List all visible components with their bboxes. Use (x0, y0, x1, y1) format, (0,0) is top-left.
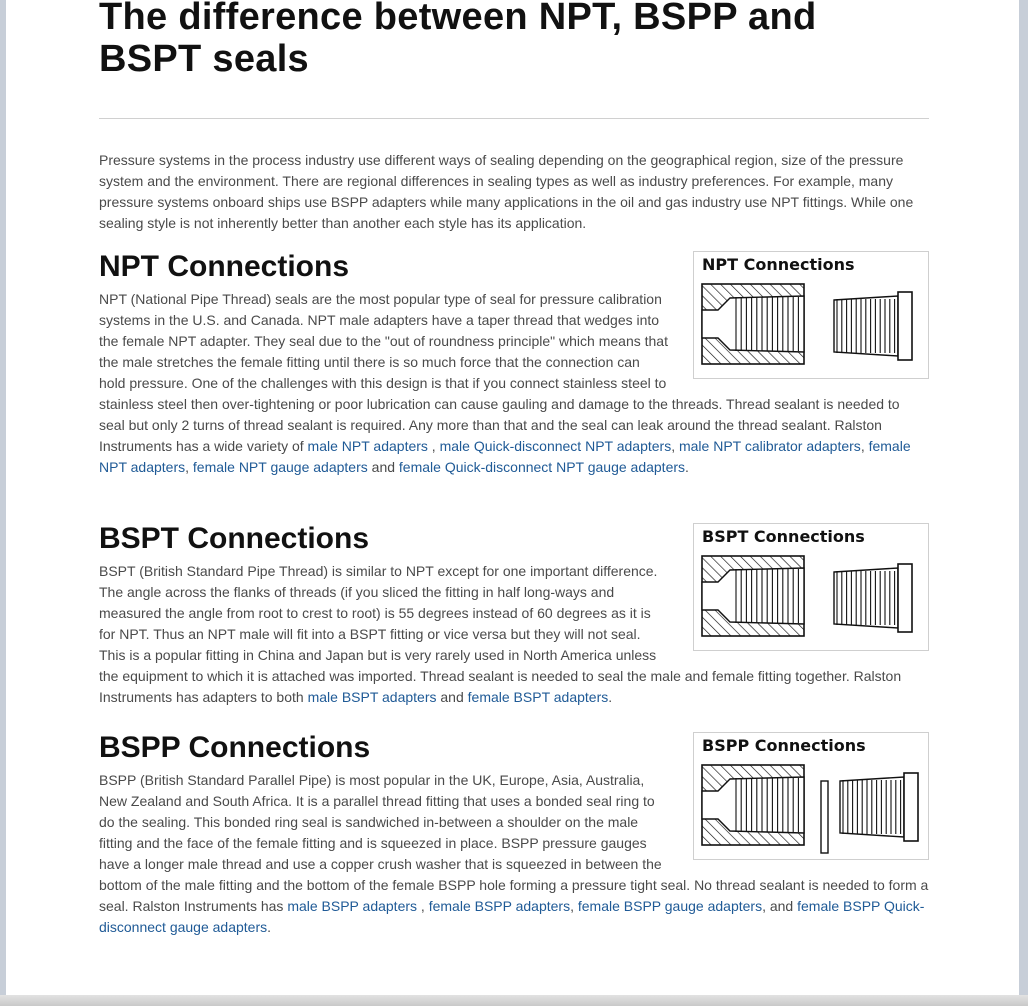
link-male-npt-adapters[interactable]: male NPT adapters (307, 438, 428, 454)
link-female-npt-gauge-adapters[interactable]: female NPT gauge adapters (192, 459, 368, 475)
link-male-quick-disconnect-npt-adapters[interactable]: male Quick-disconnect NPT adapters (439, 438, 672, 454)
intro-paragraph: Pressure systems in the process industry use different ways of sealing depending on the geographical region, size of the pressure system and the environment. There are regional differences in sealing types as well as industry preferences. For example, many pressure systems onboard ships use BSPP adapters while many applications in the oil and gas industry use NPT fittings. While one sealing style is not inherently better than another each style has its application. (99, 152, 914, 231)
bspt-heading: BSPT Connections (99, 522, 370, 555)
bspp-paragraph: BSPP (British Standard Parallel Pipe) is most popular in the UK, Europe, Asia, Australia, New Zealand and South Africa. It is a parallel thread fitting that uses a bonded seal ring to do the sealing. This bonded ring seal is sandwiched in-between a shoulder on the male fitting and the face of the female fitting and is squeezed in place. BSPP pressure gauges have a longer male thread and use a copper crush washer that is squeezed in between the bottom of the male fitting and the bottom of the female BSPP hole forming a pressure tight seal. No thread sealant is needed to form a seal. Ralston Instruments has male BSPP adapters , female BSPP adapters, female BSPP gauge adapters, and female BSPP Quick-disconnect gauge adapters. (99, 772, 929, 935)
link-female-bspp-quick-disconnect-gauge-adapters[interactable]: female BSPP Quick-disconnect gauge adapters (99, 898, 925, 935)
link-female-bspp-gauge-adapters[interactable]: female BSPP gauge adapters (577, 898, 763, 914)
scrollbar-track[interactable] (1019, 0, 1028, 1006)
bspp-diagram (693, 732, 929, 860)
npt-paragraph: NPT (National Pipe Thread) seals are the most popular type of seal for pressure calibration systems in the U.S. and Canada. NPT male adapters have a taper thread that wedges into the female NPT adapter. They seal due to the "out of roundness principle" which means that the male stretches the female fitting until there is so much force that the connection can hold pressure. One of the challenges with this design is that if you connect stainless steel to stainless steel then over-tightening or poor lubrication can cause gauling and damage to the threads. Thread sealant is needed to seal but only 2 turns of thread sealant is required. Any more than that and the seal can leak around the thread sealant. Ralston Instruments has a wide variety of male NPT adapters , male Quick-disconnect NPT adapters, male NPT calibrator adapters, female NPT adapters, female NPT gauge adapters and female Quick-disconnect NPT gauge adapters. (99, 291, 911, 475)
window-frame-bottom (0, 995, 1028, 1006)
link-male-bspt-adapters[interactable]: male BSPT adapters (307, 689, 437, 705)
bspp-fitting-drawing (694, 759, 930, 859)
npt-section (99, 250, 929, 478)
bspt-diagram-title: BSPT Connections (702, 527, 865, 546)
bspp-diagram-title: BSPP Connections (702, 736, 866, 755)
npt-heading: NPT Connections (99, 250, 350, 283)
link-male-npt-calibrator-adapters[interactable]: male NPT calibrator adapters (678, 438, 861, 454)
link-male-bspp-adapters[interactable]: male BSPP adapters (287, 898, 418, 914)
link-female-npt-adapters[interactable]: female NPT adapters (99, 438, 911, 475)
window-frame-left (0, 0, 6, 1006)
bspt-section (99, 522, 929, 708)
npt-fitting-drawing (694, 278, 930, 378)
npt-diagram (693, 251, 929, 379)
link-female-bspt-adapters[interactable]: female BSPT adapters (467, 689, 609, 705)
link-female-quick-disconnect-npt-gauge-adapters[interactable]: female Quick-disconnect NPT gauge adapters (398, 459, 686, 475)
bspp-section (99, 731, 929, 938)
male-fitting-hex (904, 773, 918, 841)
title-divider (99, 118, 929, 119)
link-female-bspp-adapters[interactable]: female BSPP adapters (428, 898, 571, 914)
seal-ring (821, 781, 828, 853)
bspt-diagram (693, 523, 929, 651)
bspt-fitting-drawing (694, 550, 930, 650)
bspt-paragraph: BSPT (British Standard Pipe Thread) is similar to NPT except for one important difference. The angle across the flanks of threads (if you sliced the fitting in half long-ways and measured the angle from root to crest to root) is 55 degrees instead of 60 degrees as it is for NPT. Thus an NPT male will fit into a BSPT fitting or vice versa but they will not seal. This is a popular fitting in China and Japan but is very rarely used in North America unless the equipment to which it is attached was imported. Thread sealant is needed to seal the male and female fitting together. Ralston Instruments has adapters to both male BSPT adapters and female BSPT adapters. (99, 563, 902, 705)
male-fitting-hex (898, 292, 912, 360)
page-title: The difference between NPT, BSPP and BSPT seals (99, 0, 817, 80)
male-fitting-hex (898, 564, 912, 632)
npt-diagram-title: NPT Connections (702, 255, 855, 274)
bspp-heading: BSPP Connections (99, 731, 371, 764)
